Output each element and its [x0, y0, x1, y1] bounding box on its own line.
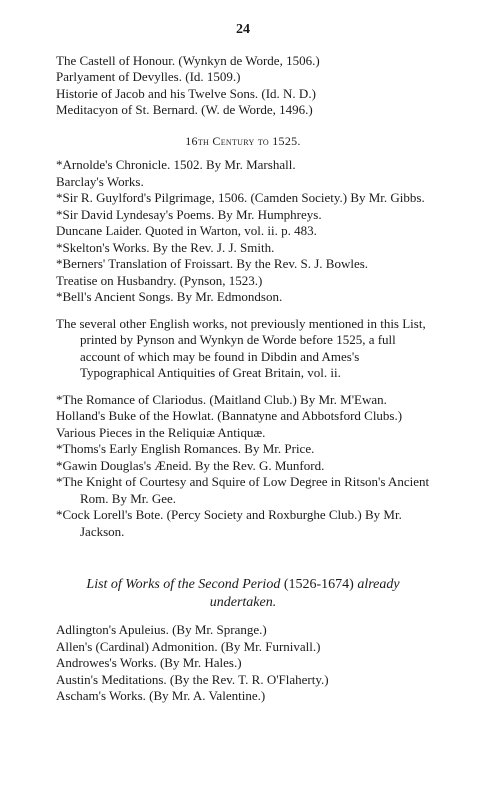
list-item: *Skelton's Works. By the Rev. J. J. Smith.: [56, 239, 275, 255]
list-item: Meditacyon of St. Bernard. (W. de Worde, 1496.): [56, 102, 313, 117]
list-sixteenth-century: [56, 157, 430, 306]
list-item: *Gawin Douglas's Æneid. By the Rev. G. Munford.: [56, 457, 325, 473]
list-item: *Berners' Translation of Froissart. By the Rev. S. J. Bowles.: [56, 256, 369, 271]
list-item: *Sir R. Guylford's Pilgrimage, 1506. (Camden Society.) By Mr. Gibbs.: [56, 190, 425, 205]
list-item: Adlington's Apuleius. (By Mr. Sprange.): [56, 622, 267, 637]
list-item: Various Pieces in the Reliquiæ Antiquæ.: [56, 424, 266, 440]
list-early-printed-works: [56, 53, 430, 119]
list-item: Barclay's Works.: [56, 173, 144, 189]
note-paragraph: The several other English works, not previously mentioned in this List, printed by Pynson and Wynkyn de Worde before 1525, a full account of which may be found in Dibdin and Ames's Typographical Antiquities of Great Britain, vol. ii.: [56, 315, 426, 380]
period-heading-years: (1526-1674): [283, 577, 354, 592]
page-number: 24: [236, 22, 250, 37]
list-item: *Cock Lorell's Bote. (Percy Society and Roxburghe Club.) By Mr. Jackson.: [56, 507, 402, 539]
list-item: Ascham's Works. (By Mr. A. Valentine.): [56, 688, 266, 703]
list-item: Austin's Meditations. (By the Rev. T. R. O'Flaherty.): [56, 671, 329, 687]
list-item: *Thoms's Early English Romances. By Mr. Price.: [56, 441, 315, 456]
document-page: [56, 22, 430, 705]
list-item: *The Knight of Courtesy and Squire of Low Degree in Ritson's Ancient Rom. By Mr. Gee.: [56, 474, 430, 506]
list-item: *Sir David Lyndesay's Poems. By Mr. Humphreys.: [56, 206, 322, 222]
section-heading: 16th Century to 1525.: [185, 133, 301, 148]
list-item: Allen's (Cardinal) Admonition. (By Mr. Furnivall.): [56, 638, 321, 654]
list-item: Treatise on Husbandry. (Pynson, 1523.): [56, 272, 263, 288]
list-item: The Castell of Honour. (Wynkyn de Worde, 1506.): [56, 52, 320, 68]
spacer: [56, 540, 430, 576]
list-item: *The Romance of Clariodus. (Maitland Club.) By Mr. M'Ewan.: [56, 391, 387, 407]
period-heading-part2: already undertaken.: [209, 577, 400, 610]
period-heading-part1: List of Works of the Second Period: [86, 577, 284, 592]
list-item: Historie of Jacob and his Twelve Sons. (Id. N. D.): [56, 85, 316, 101]
list-additional-works: [56, 392, 430, 541]
list-item: Parlyament of Devylles. (Id. 1509.): [56, 69, 241, 84]
list-item: Androwes's Works. (By Mr. Hales.): [56, 655, 242, 670]
list-item: *Bell's Ancient Songs. By Mr. Edmondson.: [56, 289, 283, 304]
list-second-period: [56, 622, 430, 705]
period-heading: [56, 576, 430, 612]
list-item: Holland's Buke of the Howlat. (Bannatyne and Abbotsford Clubs.): [56, 408, 403, 423]
list-item: *Arnolde's Chronicle. 1502. By Mr. Marshall.: [56, 157, 296, 172]
list-item: Duncane Laider. Quoted in Warton, vol. ii. p. 483.: [56, 223, 317, 238]
